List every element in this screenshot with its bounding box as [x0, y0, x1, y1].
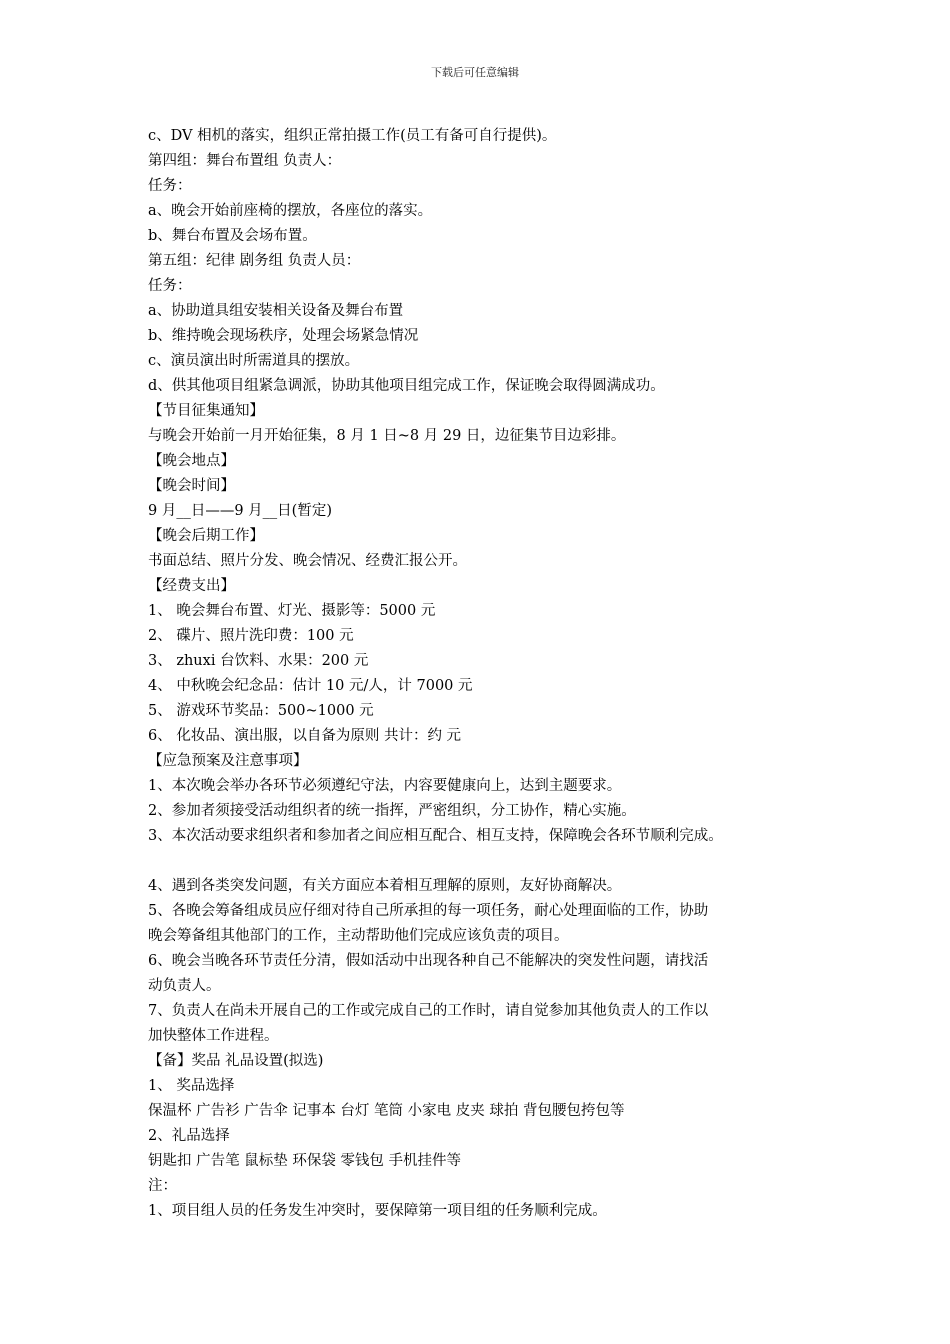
section-heading: 【经费支出】	[148, 578, 235, 594]
text-line: 晚会筹备组其他部门的工作，主动帮助他们完成应该负责的项目。	[148, 928, 569, 944]
text-line: 1、 奖品选择	[148, 1078, 235, 1094]
text-line: 2、参加者须接受活动组织者的统一指挥，严密组织，分工协作，精心实施。	[148, 803, 636, 819]
text-line: 钥匙扣 广告笔 鼠标垫 环保袋 零钱包 手机挂件等	[148, 1153, 462, 1169]
text-line: 6、晚会当晚各环节责任分清，假如活动中出现各种自己不能解决的突发性问题，请找活	[148, 953, 709, 969]
expense-item: 1、 晚会舞台布置、灯光、摄影等：5000 元	[148, 603, 436, 619]
text-line: 与晚会开始前一月开始征集，8 月 1 日~8 月 29 日，边征集节目边彩排。	[148, 428, 626, 444]
text-line: 4、遇到各类突发问题，有关方面应本着相互理解的原则，友好协商解决。	[148, 878, 622, 894]
text-line: a、协助道具组安装相关设备及舞台布置	[148, 303, 404, 319]
text-line: 动负责人。	[148, 978, 221, 994]
section-heading: 【备】奖品 礼品设置(拟选)	[148, 1053, 324, 1069]
text-line: 1、项目组人员的任务发生冲突时，要保障第一项目组的任务顺利完成。	[148, 1203, 607, 1219]
page-header: 下载后可任意编辑	[431, 66, 519, 79]
expense-item: 2、 碟片、照片洗印费：100 元	[148, 628, 354, 644]
section-heading: 【应急预案及注意事项】	[148, 753, 308, 769]
section-heading: 【晚会地点】	[148, 453, 235, 469]
section-heading: 第五组：纪律 剧务组 负责人员：	[148, 253, 361, 269]
expense-item: 5、 游戏环节奖品：500~1000 元	[148, 703, 374, 719]
text-line: 任务：	[148, 178, 192, 194]
text-line: d、供其他项目组紧急调派，协助其他项目组完成工作，保证晚会取得圆满成功。	[148, 378, 665, 394]
text-line: 2、礼品选择	[148, 1128, 230, 1144]
text-line: a、晚会开始前座椅的摆放，各座位的落实。	[148, 203, 433, 219]
section-heading: 【节目征集通知】	[148, 403, 264, 419]
blank-line	[148, 849, 820, 874]
text-line: 书面总结、照片分发、晚会情况、经费汇报公开。	[148, 553, 467, 569]
text-line: 3、本次活动要求组织者和参加者之间应相互配合、相互支持，保障晚会各环节顺利完成。	[148, 828, 723, 844]
text-line: c、演员演出时所需道具的摆放。	[148, 353, 360, 369]
text-line: b、舞台布置及会场布置。	[148, 228, 317, 244]
text-line: b、维持晚会现场秩序，处理会场紧急情况	[148, 328, 419, 344]
section-heading: 第四组：舞台布置组 负责人：	[148, 153, 342, 169]
expense-item: 6、 化妆品、演出服，以自备为原则 共计：约 元	[148, 728, 462, 744]
text-line: c、DV 相机的落实，组织正常拍摄工作(员工有备可自行提供)。	[148, 128, 557, 144]
text-line: 任务：	[148, 278, 192, 294]
section-heading: 【晚会时间】	[148, 478, 235, 494]
document-body	[148, 124, 820, 1224]
text-line: 9 月__日——9 月__日(暂定)	[148, 503, 332, 519]
text-line: 加快整体工作进程。	[148, 1028, 279, 1044]
text-line: 注：	[148, 1178, 177, 1194]
section-heading: 【晚会后期工作】	[148, 528, 264, 544]
text-line: 5、各晚会筹备组成员应仔细对待自己所承担的每一项任务，耐心处理面临的工作，协助	[148, 903, 709, 919]
text-line: 7、负责人在尚未开展自己的工作或完成自己的工作时，请自觉参加其他负责人的工作以	[148, 1003, 709, 1019]
text-line: 保温杯 广告衫 广告伞 记事本 台灯 笔筒 小家电 皮夹 球拍 背包腰包挎包等	[148, 1103, 625, 1119]
text-line: 1、本次晚会举办各环节必须遵纪守法，内容要健康向上，达到主题要求。	[148, 778, 622, 794]
expense-item: 3、 zhuxi 台饮料、水果：200 元	[148, 653, 369, 669]
expense-item: 4、 中秋晚会纪念品：估计 10 元/人，计 7000 元	[148, 678, 473, 694]
